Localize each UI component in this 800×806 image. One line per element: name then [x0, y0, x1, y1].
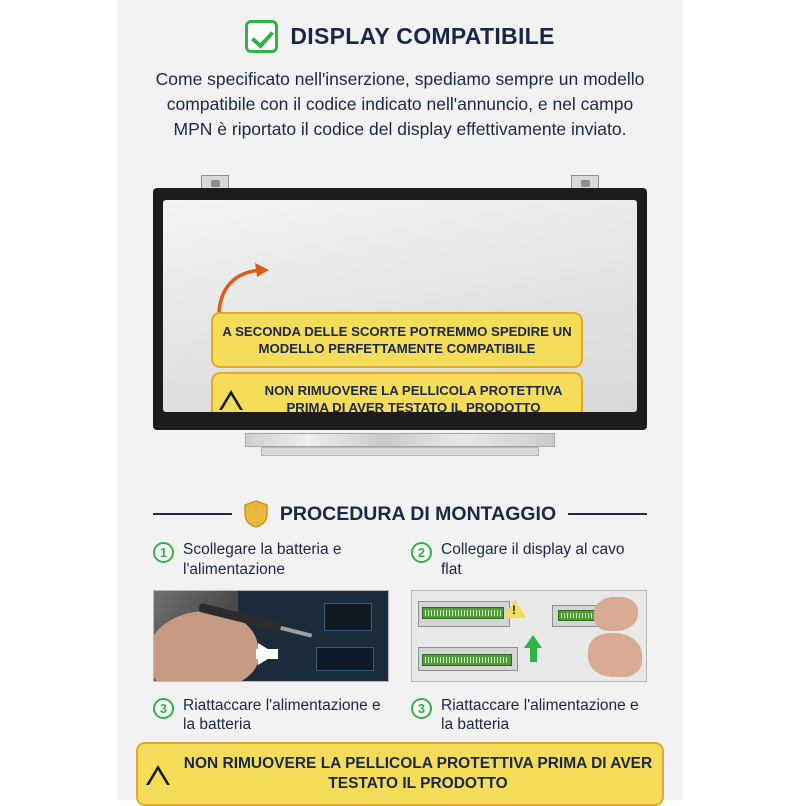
- step-label: Riattaccare l'alimentazione e la batteria: [441, 696, 639, 734]
- panel-foil-strip: [245, 433, 555, 447]
- step-3-header: [153, 696, 389, 736]
- step-1-header: [153, 540, 389, 580]
- hand-graphic: [588, 633, 642, 677]
- footer-warning-text: NON RIMUOVERE LA PELLICOLA PROTETTIVA PRIMA DI AVER TESTATO IL PRODOTTO: [183, 755, 653, 793]
- flat-cable-graphic: [422, 654, 512, 666]
- shield-icon: [244, 500, 268, 528]
- procedure-title: PROCEDURA DI MONTAGGIO: [279, 502, 557, 525]
- step-label: Riattaccare l'alimentazione e la batteria: [183, 696, 381, 734]
- step-label: Collegare il display al cavo flat: [441, 541, 625, 578]
- hand-graphic: [594, 597, 638, 631]
- chip-graphic: [316, 647, 374, 671]
- note-protective-film: [211, 372, 583, 412]
- step-item-1: [153, 540, 389, 682]
- step-number-badge: 2: [411, 542, 432, 563]
- step-number-badge: 3: [153, 698, 174, 719]
- warning-triangle-icon: [504, 599, 526, 618]
- step-1-photo: [153, 590, 389, 682]
- white-arrow-icon: [258, 643, 276, 665]
- step-item-2: [411, 540, 647, 682]
- green-up-arrow-icon: [524, 635, 542, 648]
- step-number-badge: 1: [153, 542, 174, 563]
- header-section: [117, 20, 683, 142]
- step-2-photo: [411, 590, 647, 682]
- step-label: Scollegare la batteria e l'alimentazione: [183, 541, 342, 578]
- chip-graphic: [324, 603, 372, 631]
- footer-warning-banner: [136, 742, 664, 806]
- step-row-bottom: [153, 696, 647, 736]
- step-4-header: [411, 696, 647, 736]
- flat-cable-graphic: [422, 607, 504, 619]
- step-row-top: [153, 540, 647, 682]
- step-item-3: [153, 696, 389, 736]
- panel-foil-strip-secondary: [261, 447, 539, 456]
- procedure-header: [153, 500, 647, 528]
- infographic-sheet: [117, 0, 683, 800]
- checkbox-check-icon: [245, 20, 278, 53]
- header-description: Come specificato nell'inserzione, spediamo sempre un modello compatibile con il codice indicato nell'annuncio, e nel campo MPN è riportato il codice del display effettivamente inviato.: [155, 69, 645, 139]
- step-item-4: [411, 696, 647, 736]
- header-title-row: [117, 20, 683, 53]
- orange-curved-arrow-icon: [215, 262, 277, 314]
- page-title: DISPLAY COMPATIBILE: [290, 23, 555, 49]
- note-protective-film-text: NON RIMUOVERE LA PELLICOLA PROTETTIVA PRIMA DI AVER TESTATO IL PRODOTTO: [264, 383, 563, 412]
- panel-bezel: [153, 188, 647, 430]
- panel-screen: [163, 200, 637, 412]
- step-2-header: [411, 540, 647, 580]
- step-number-badge: 3: [411, 698, 432, 719]
- note-stock-compatibility: A SECONDA DELLE SCORTE POTREMMO SPEDIRE UN MODELLO PERFETTAMENTE COMPATIBILE: [211, 312, 583, 368]
- procedure-steps: [153, 540, 647, 735]
- warning-triangle-icon: [146, 764, 170, 785]
- display-panel-illustration: [153, 175, 647, 480]
- divider-right: [568, 513, 647, 515]
- divider-left: [153, 513, 232, 515]
- warning-triangle-icon: [219, 389, 243, 410]
